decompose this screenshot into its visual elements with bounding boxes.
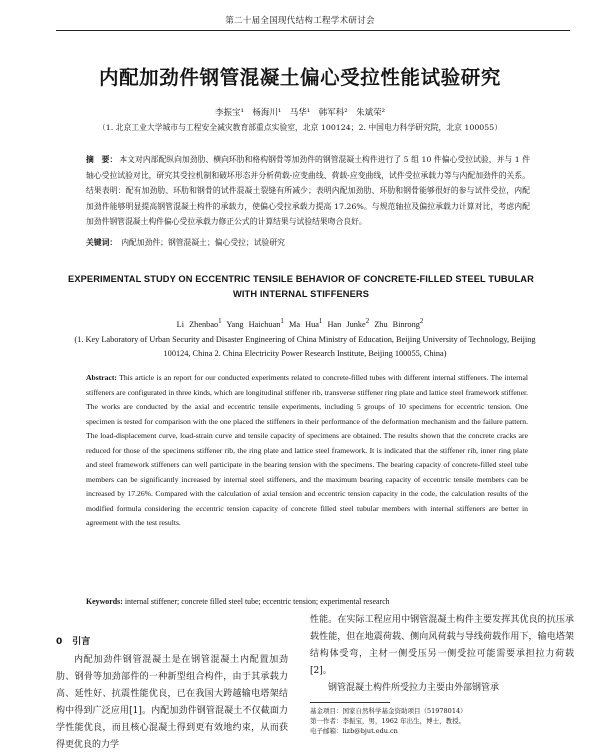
- english-abstract-label: Abstract:: [86, 373, 117, 382]
- running-header: 第二十届全国现代结构工程学术研讨会: [225, 16, 375, 26]
- english-title: EXPERIMENTAL STUDY ON ECCENTRIC TENSILE BEHAVIOR OF CONCRETE-FILLED STEEL TUBULAR WITH INTERNAL STIFFENERS: [68, 274, 534, 299]
- english-abstract-text: This article is an report for our conducted experiments related to concrete-filled tubes with different internal stiffeners. The internal stiffeners are configurated in three kinds, which are longitudinal stiffener rib, transverse stiffener ring plate and lattice steel framework stiffener. The works are conducted by the axial and eccentric tensile experiments, including 5 groups of 10 specimens for eccentric tension. One specimen is tested for comparison with the one placed the stiffeners in their performance of the deformation mechanism and the failure pattern. The load-displacement curve, load-strain curve and tensile capacity of specimens are obtained. The results shown that the concrete cracks are reduced for those of the specimens stiffener rib, the ring plate and lattice steel framework. It is indicated that the stiffener rib, inner ring plate and steel framework stiffeners can well participate in the bearing tension with the specimens. The bearing capacity of concrete-filled steel tube members can be significantly increased by internal steel stiffeners, and the maximum bearing capacity of eccentric tensile members can be increased by 17.26%. Compared with the calculation of axial tension and eccentric tension capacity in the code, the calculation results of the modified formula considering the eccentric tension capacity of concrete filled steel tubular members with internal stiffeners are better in agreement with the test results.: [86, 373, 528, 528]
- body-left-column: [56, 634, 288, 754]
- english-abstract: [86, 371, 528, 531]
- section-title: 引言: [72, 637, 91, 647]
- chinese-keywords-label: 关键词：: [86, 238, 118, 247]
- chinese-authors: 李振宝¹ 杨海川¹ 马华¹ 韩军科² 朱斌荣²: [214, 108, 386, 118]
- author-name: Han Junke: [327, 319, 366, 329]
- chinese-abstract-text: 本文对内部配纵向加劲肋、横向环肋和格构钢骨等加劲件的钢管混凝土构件进行了 5 组 10 件偏心受拉试验，并与 1 件轴心受拉试验对比，研究其受拉机制和破坏形态并分析荷载-应变曲线、荷载-应变曲线，试件受拉承载力等与内配加劲件的关系。结果表明：配有加劲肋、环肋和钢骨的试件混凝土裂缝有所减少；表明内配加劲肋、环肋和钢骨能够很好的参与试件受拉，内配加劲件能够明显提高钢管混凝土构件的承载力，使偏心受拉承载力提高 17.26%。与规范轴拉及偏拉承载力计算对比，考虑内配加劲件钢管混凝土构件偏心受拉承载力修正公式的计算结果与试验结果吻合良好。: [86, 155, 531, 226]
- section-number: 0: [56, 637, 63, 647]
- english-keywords-label: Keywords:: [86, 597, 123, 606]
- footnote-email: 电子邮箱：lizb@bjut.edu.cn: [310, 727, 398, 735]
- english-keywords: [86, 597, 528, 606]
- intro-paragraph-2: 钢管混凝土构件所受拉力主要由外部钢管承: [328, 683, 500, 693]
- author-name: Ma Hua: [288, 319, 319, 329]
- author-affil-mark: 1: [318, 318, 323, 325]
- chinese-title: 内配加劲件钢管混凝土偏心受拉性能试验研究: [98, 66, 501, 89]
- footnote-fund: 基金项目：国家自然科学基金资助项目（51978014）: [310, 707, 467, 715]
- author-affil-mark: 2: [365, 318, 370, 325]
- footnote-rule: [310, 702, 390, 703]
- author-affil-mark: 1: [280, 318, 284, 325]
- chinese-keywords: [86, 237, 530, 248]
- header-rule: [56, 30, 570, 31]
- footnote-author: 第一作者：李振宝，男，1962 年出生，博士，教授。: [310, 717, 466, 725]
- english-keywords-text: internal stiffener; concrete filled steel tube; eccentric tension; experimental research: [124, 597, 390, 606]
- author-name: Li Zhenbao: [176, 319, 219, 329]
- author-affil-mark: 2: [419, 318, 424, 325]
- section-heading: [56, 634, 288, 651]
- chinese-affiliation: （1. 北京工业大学城市与工程安全减灾教育部重点实验室，北京 100124；2. 中国电力科学研究院，北京 100055）: [98, 123, 502, 132]
- author-affil-mark: 1: [218, 318, 222, 325]
- chinese-abstract: [86, 152, 530, 230]
- intro-paragraph-1: 内配加劲件钢管混凝土是在钢管混凝土内配置加劲肋、钢骨等加劲部件的一种新型组合构件，由于其承载力高、延性好、抗震性能优良，已在我国大跨越输电塔架结构中得到广泛应用[1]。内配加劲件钢管混凝土不仅截面力学性能优良，而且核心混凝土得到更有效地约束，从而获得更优良的力学: [56, 655, 288, 750]
- author-name: Zhu Binrong: [374, 319, 420, 329]
- body-right-column: [310, 612, 574, 697]
- chinese-abstract-label: 摘 要：: [86, 155, 118, 164]
- chinese-keywords-text: 内配加劲件；钢管混凝土；偏心受拉；试验研究: [121, 238, 285, 247]
- english-authors: [0, 318, 600, 329]
- footnote: [310, 706, 574, 736]
- english-affiliation: (1. Key Laboratory of Urban Security and Disaster Engineering of China Ministry of Education, Beijing University of Technology, Beijing 100124, China 2. China Electricity Power Research Institute, Beijing 100055, China): [74, 335, 536, 358]
- intro-paragraph-continued: 性能。在实际工程应用中钢管混凝土构件主要发挥其优良的抗压承载性能，但在地震荷载、侧向风荷载与导线荷载作用下，输电塔架结构体受弯，主材一侧受压另一侧受拉可能需要承担拉力荷载[2]。: [310, 615, 574, 676]
- author-name: Yang Haichuan: [226, 319, 281, 329]
